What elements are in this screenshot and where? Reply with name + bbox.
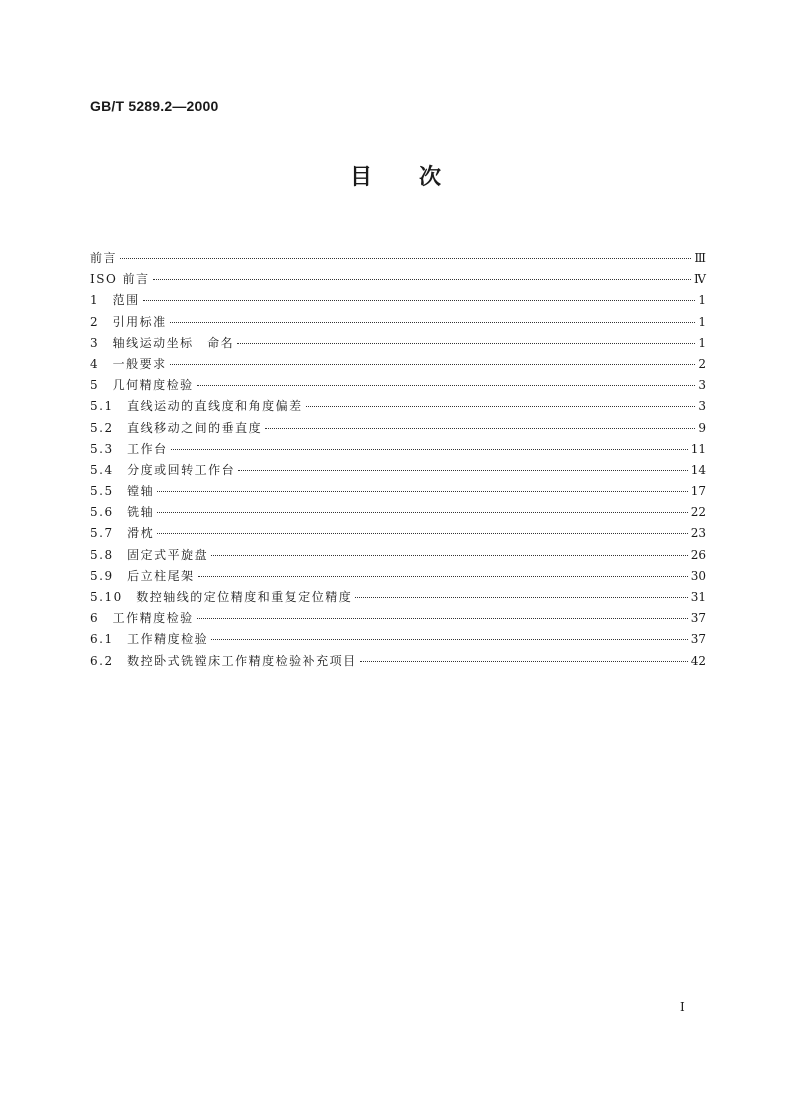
toc-entry[interactable] (90, 545, 706, 566)
toc-dot-leader (355, 597, 687, 598)
toc-entry-page: 14 (690, 462, 706, 477)
toc-entry[interactable] (90, 587, 706, 608)
standard-code: GB/T 5289.2—2000 (90, 98, 219, 114)
toc-entry[interactable] (90, 502, 706, 523)
toc-entry-label: 1 范围 (90, 293, 140, 308)
toc-entry-label: 5.9 后立柱尾架 (90, 568, 195, 583)
toc-entry-page: 2 (698, 356, 706, 371)
toc-entry-page: 1 (698, 293, 706, 308)
toc-entry[interactable] (90, 354, 706, 375)
toc-dot-leader (157, 512, 688, 513)
toc-entry[interactable] (90, 248, 706, 269)
toc-entry[interactable] (90, 269, 706, 290)
toc-dot-leader (360, 661, 688, 662)
toc-entry-label: 3 轴线运动坐标 命名 (90, 335, 235, 350)
toc-dot-leader (211, 639, 688, 640)
toc-dot-leader (237, 343, 695, 344)
toc-dot-leader (197, 385, 695, 386)
toc-entry-label: 6.1 工作精度检验 (90, 632, 209, 647)
toc-entry-page: 1 (698, 314, 706, 329)
toc-dot-leader (120, 258, 691, 259)
toc-entry-page: 23 (690, 526, 706, 541)
toc-entry-page: 3 (698, 378, 706, 393)
toc-entry-page: 9 (698, 420, 706, 435)
table-of-contents (90, 248, 706, 672)
toc-entry[interactable] (90, 290, 706, 311)
toc-dot-leader (170, 322, 695, 323)
toc-entry[interactable] (90, 312, 706, 333)
toc-entry[interactable] (90, 651, 706, 672)
toc-entry-page: 37 (690, 632, 706, 647)
toc-entry-label: 5.6 铣轴 (90, 505, 155, 520)
page-title: 目 次 (349, 165, 442, 190)
toc-entry-page: 11 (690, 441, 706, 456)
toc-entry[interactable] (90, 481, 706, 502)
toc-dot-leader (170, 364, 695, 365)
toc-dot-leader (211, 555, 688, 556)
toc-entry-label: 5.7 滑枕 (90, 526, 155, 541)
toc-entry[interactable] (90, 629, 706, 650)
toc-entry-label: 2 引用标准 (90, 314, 167, 329)
toc-dot-leader (157, 491, 688, 492)
toc-entry-label: 5.10 数控轴线的定位精度和重复定位精度 (90, 590, 353, 604)
toc-dot-leader (265, 428, 695, 429)
toc-entry-label: ISO 前言 (90, 272, 150, 287)
toc-entry-label: 4 一般要求 (90, 356, 167, 371)
toc-entry-label: 5.1 直线运动的直线度和角度偏差 (90, 399, 303, 414)
toc-entry[interactable] (90, 439, 706, 460)
toc-dot-leader (197, 618, 688, 619)
toc-entry-label: 5.2 直线移动之间的垂直度 (90, 420, 263, 435)
toc-dot-leader (198, 576, 688, 577)
toc-entry-page: 31 (690, 590, 706, 604)
toc-entry-page: 37 (690, 611, 706, 626)
toc-entry-label: 5.4 分度或回转工作台 (90, 462, 236, 477)
toc-entry-label: 5.5 镗轴 (90, 484, 155, 499)
toc-dot-leader (157, 533, 688, 534)
toc-entry-label: 6.2 数控卧式铣镗床工作精度检验补充项目 (90, 653, 357, 668)
page-number: Ⅰ (680, 1000, 685, 1014)
toc-entry-page: 1 (698, 335, 706, 350)
toc-entry[interactable] (90, 608, 706, 629)
toc-entry-page: 30 (690, 568, 706, 583)
toc-entry[interactable] (90, 396, 706, 417)
toc-entry-label: 5.3 工作台 (90, 441, 168, 456)
toc-entry-page: 17 (690, 484, 706, 499)
toc-dot-leader (238, 470, 688, 471)
toc-entry-page: 22 (690, 505, 706, 520)
toc-dot-leader (171, 449, 688, 450)
toc-entry[interactable] (90, 418, 706, 439)
toc-entry[interactable] (90, 523, 706, 544)
toc-entry-label: 5 几何精度检验 (90, 378, 194, 393)
toc-entry[interactable] (90, 375, 706, 396)
toc-entry-page: 3 (698, 399, 706, 414)
toc-entry-label: 前言 (90, 251, 118, 265)
toc-entry[interactable] (90, 460, 706, 481)
toc-entry-page: 42 (690, 653, 706, 668)
toc-entry-label: 5.8 固定式平旋盘 (90, 547, 209, 562)
toc-entry-page: 26 (690, 547, 706, 562)
toc-dot-leader (153, 279, 691, 280)
toc-entry[interactable] (90, 566, 706, 587)
toc-dot-leader (306, 406, 695, 407)
toc-entry[interactable] (90, 333, 706, 354)
toc-entry-page: Ⅳ (694, 272, 706, 287)
toc-dot-leader (143, 300, 695, 301)
toc-entry-page: Ⅲ (694, 251, 706, 265)
toc-entry-label: 6 工作精度检验 (90, 611, 194, 626)
